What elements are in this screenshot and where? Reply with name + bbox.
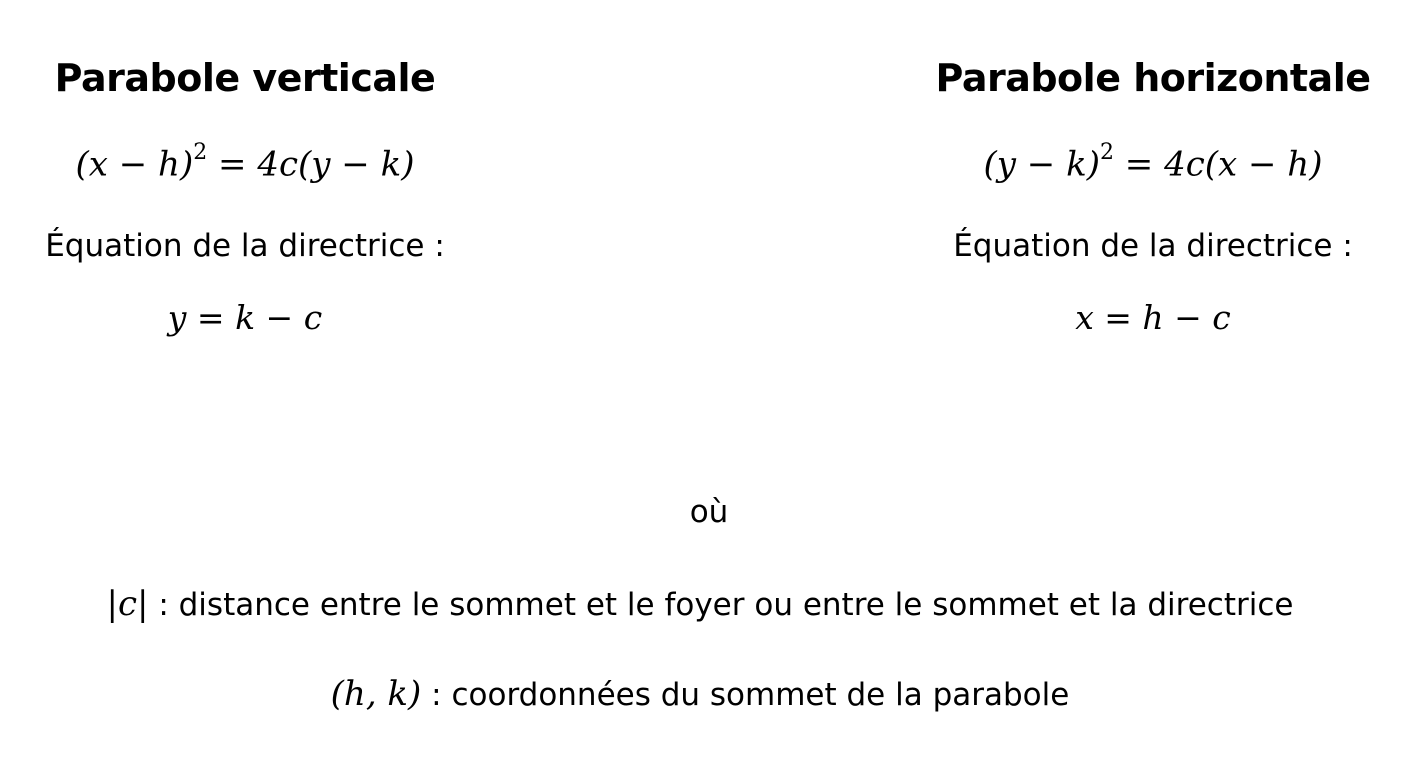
equation-rhs: = 4c(x − h) [1113, 144, 1323, 185]
equation-rhs: = 4c(y − k) [207, 144, 415, 185]
vertical-parabola-equation [10, 140, 480, 185]
definition-text-c: : distance entre le sommet et le foyer ou entre le sommet et la directrice [148, 587, 1294, 623]
definition-vertex [0, 674, 1400, 714]
definition-c [0, 584, 1400, 624]
definition-symbol-c: |c| [106, 584, 149, 624]
equation-exponent: 2 [1099, 140, 1114, 165]
horizontal-parabola-equation [918, 140, 1388, 185]
equation-lhs: (x − h) [75, 144, 194, 185]
vertical-directrix-label: Équation de la directrice : [45, 228, 445, 264]
vertical-directrix-equation: y = k − c [167, 298, 323, 337]
horizontal-parabola-title: Parabole horizontale [935, 56, 1371, 100]
horizontal-directrix-equation: x = h − c [1075, 298, 1231, 337]
definition-symbol-hk: (h, k) [330, 674, 422, 714]
where-label: où [689, 494, 729, 530]
horizontal-directrix-label: Équation de la directrice : [953, 228, 1353, 264]
vertical-parabola-title: Parabole verticale [54, 56, 436, 100]
equation-exponent: 2 [193, 140, 208, 165]
definition-text-vertex: : coordonnées du sommet de la parabole [421, 677, 1070, 713]
equation-lhs: (y − k) [983, 144, 1100, 185]
